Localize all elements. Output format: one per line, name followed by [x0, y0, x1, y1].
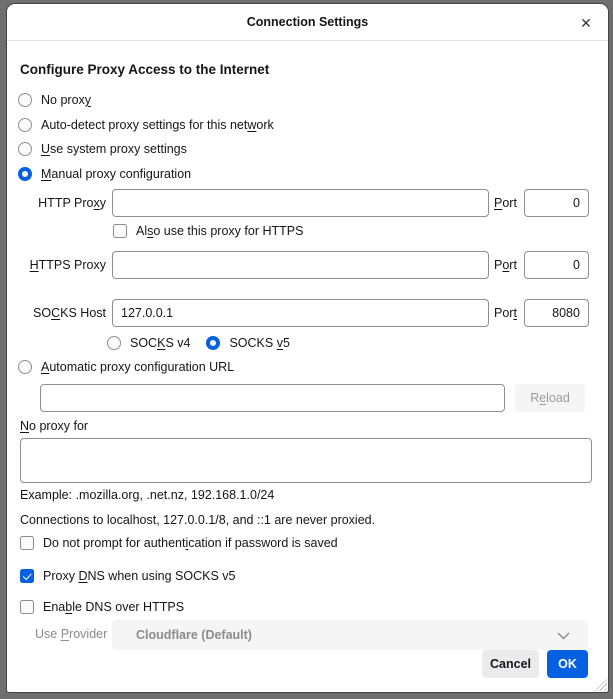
checkbox-no-prompt-auth[interactable] — [20, 533, 338, 553]
radio-auto-url[interactable] — [18, 357, 234, 377]
use-provider-label: Use Provider — [35, 627, 108, 641]
http-proxy-label: HTTP Proxy — [38, 196, 106, 210]
checkbox-icon[interactable] — [20, 536, 34, 550]
radio-system-proxy[interactable] — [18, 139, 187, 159]
checkbox-proxy-dns[interactable] — [20, 566, 235, 586]
auto-url-input[interactable] — [40, 384, 505, 412]
localhost-note: Connections to localhost, 127.0.0.1/8, and ::1 are never proxied. — [20, 513, 376, 527]
checkbox-icon[interactable] — [113, 224, 127, 238]
https-port-input[interactable] — [524, 251, 589, 279]
http-port-label: Port — [494, 196, 517, 210]
checkbox-icon[interactable] — [20, 600, 34, 614]
radio-no-proxy[interactable] — [18, 90, 91, 110]
auto-url-row — [40, 384, 585, 412]
socks-port-input[interactable] — [524, 299, 589, 327]
radio-auto-detect[interactable] — [18, 115, 274, 135]
http-port-input[interactable] — [524, 189, 589, 217]
http-proxy-input[interactable] — [112, 189, 489, 217]
checkbox-proxy-dns-label[interactable]: Proxy DNS when using SOCKS v5 — [43, 569, 236, 583]
no-proxy-for-label: No proxy for — [20, 419, 89, 433]
radio-auto-detect-label[interactable]: Auto-detect proxy settings for this network — [41, 118, 274, 132]
socks-version-group — [107, 333, 290, 353]
dialog-buttons — [482, 650, 588, 678]
radio-socks-v5-label[interactable]: SOCKS v5 — [229, 336, 290, 350]
checkbox-doh[interactable] — [20, 597, 184, 617]
radio-system-proxy-label[interactable]: Use system proxy settings — [41, 142, 187, 156]
connection-settings-dialog — [7, 4, 608, 692]
socks-host-row — [7, 299, 589, 327]
https-proxy-input[interactable] — [112, 251, 489, 279]
https-proxy-label: HTTPS Proxy — [29, 258, 106, 272]
radio-circle-icon[interactable] — [18, 142, 32, 156]
reload-button[interactable]: Reload — [515, 384, 585, 412]
ok-button[interactable]: OK — [547, 650, 588, 678]
title-bar — [7, 4, 608, 41]
socks-host-label: SOCKS Host — [33, 306, 106, 320]
checkbox-also-https[interactable] — [113, 221, 303, 241]
radio-circle-icon[interactable] — [18, 93, 32, 107]
page-title: Configure Proxy Access to the Internet — [20, 62, 270, 77]
no-proxy-for-textarea[interactable] — [20, 438, 592, 483]
radio-manual-proxy[interactable] — [18, 164, 191, 184]
radio-socks-v4[interactable] — [107, 336, 190, 350]
radio-circle-icon[interactable] — [206, 336, 220, 350]
checkbox-also-https-label[interactable]: Also use this proxy for HTTPS — [136, 224, 304, 238]
cancel-button[interactable]: Cancel — [482, 650, 539, 678]
socks-port-label: Port — [494, 306, 517, 320]
radio-auto-url-label[interactable]: Automatic proxy configuration URL — [41, 360, 235, 374]
checkbox-icon[interactable] — [20, 569, 34, 583]
http-proxy-row — [7, 189, 589, 217]
checkbox-no-prompt-auth-label[interactable]: Do not prompt for authentication if password is saved — [43, 536, 338, 550]
socks-host-input[interactable] — [112, 299, 489, 327]
close-icon[interactable]: ✕ — [580, 14, 592, 31]
radio-socks-v5[interactable] — [206, 336, 289, 350]
radio-circle-icon[interactable] — [18, 360, 32, 374]
https-port-label: Port — [494, 258, 517, 272]
provider-dropdown[interactable] — [112, 620, 588, 650]
dialog-title: Connection Settings — [246, 15, 369, 29]
checkbox-doh-label[interactable]: Enable DNS over HTTPS — [43, 600, 185, 614]
example-note: Example: .mozilla.org, .net.nz, 192.168.1.0/24 — [20, 488, 275, 502]
provider-dropdown-value: Cloudflare (Default) — [136, 628, 252, 642]
radio-circle-icon[interactable] — [18, 167, 32, 181]
radio-no-proxy-label[interactable]: No proxy — [41, 93, 92, 107]
radio-manual-proxy-label[interactable]: Manual proxy configuration — [41, 167, 192, 181]
resize-grip-icon[interactable] — [593, 677, 607, 691]
https-proxy-row — [7, 251, 589, 279]
radio-circle-icon[interactable] — [18, 118, 32, 132]
radio-circle-icon[interactable] — [107, 336, 121, 350]
chevron-down-icon — [557, 631, 570, 640]
radio-socks-v4-label[interactable]: SOCKS v4 — [130, 336, 191, 350]
